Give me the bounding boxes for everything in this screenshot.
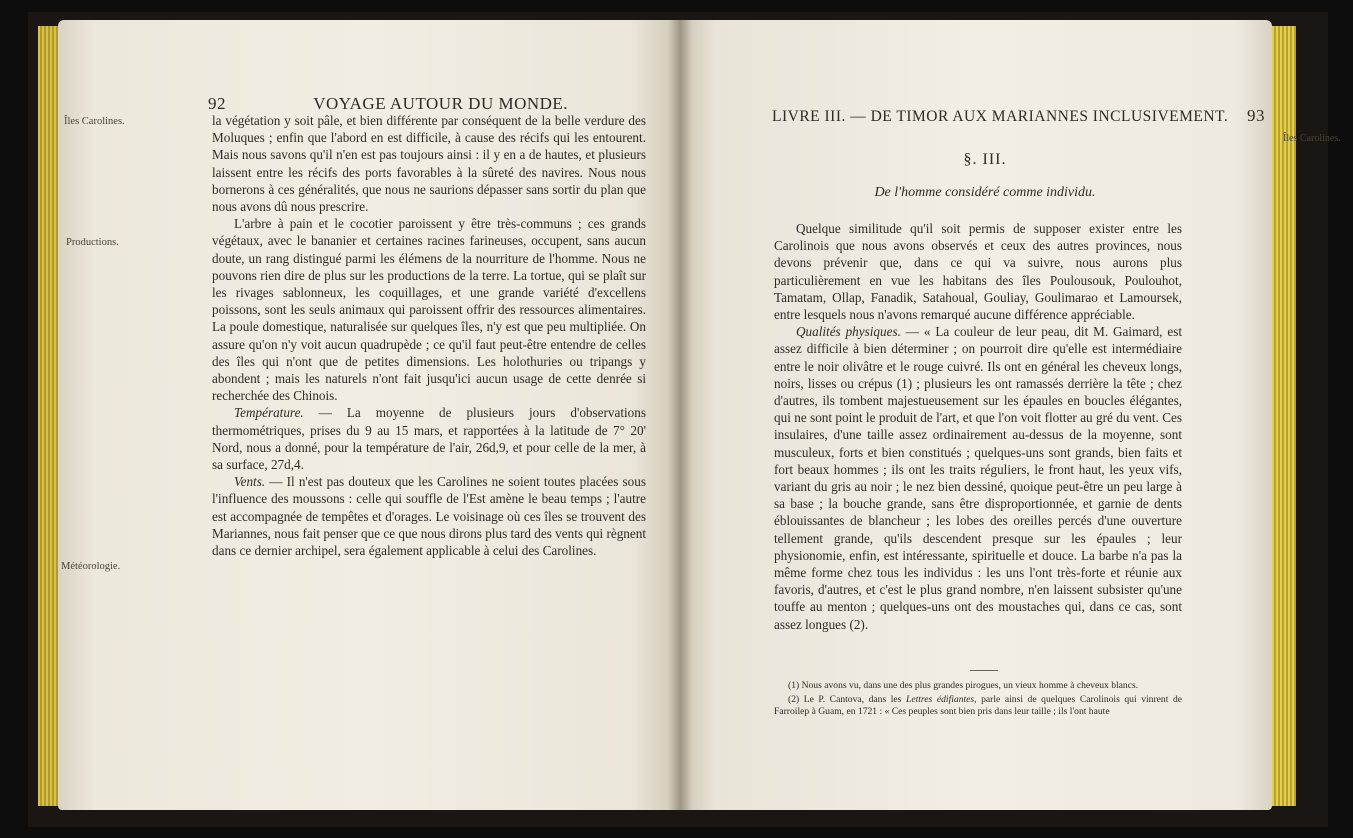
left-page-number: 92 xyxy=(208,94,226,113)
page-edge-left xyxy=(38,26,60,806)
paragraph-label: Qualités physiques. xyxy=(796,324,901,340)
right-running-head xyxy=(772,106,1265,126)
paragraph: L'arbre à pain et le cocotier paroissent y être très-communs ; ces grands végétaux, avec le bananier et certaines racines farineuses, occupent, sans aucun doute, un rang distingué parmi les élémens de la nourriture de l'homme. Nous ne pouvons rien dire de plus sur les productions de la terre. La tortue, qui se plaît sur les rivages sablonneux, les coquillages, et une grande variété d'excellens poissons, sont les seuls animaux qui paroissent offrir des ressources alimentaires. La poule domestique, naturalisée sur quelques îles, n'y est que peu multipliée. On assure qu'on n'y voit aucun quadrupède ; ce qu'il faut peut-être entendre de celles des îles qui n'ont que de petites dimensions. Les holothuries ou tripangs y abondent ; mais les naturels n'ont fait jusqu'ici aucun usage de cette denrée si recherchée des Chinois. xyxy=(212,216,646,404)
left-page xyxy=(58,20,680,810)
margin-note-meteorologie: Météorologie. xyxy=(61,561,121,572)
footnote-2: (2) Le P. Cantova, dans les Lettres édifiantes, parle ainsi de quelques Carolinois qui vinrent de Farroilep à Guam, en 1721 : « Ces peuples sont bien pris dans leur taille ; ils l'ont haute xyxy=(774,694,1182,717)
paragraph-temperature xyxy=(212,404,646,473)
margin-note-iles: Îles Carolines. xyxy=(64,116,125,127)
margin-note-iles-right: Îles Carolines. xyxy=(1283,133,1341,144)
paragraph: Quelque similitude qu'il soit permis de supposer exister entre les Carolinois que nous avons observés et ceux des autres provinces, nous devons prévenir que, dans ce qui va suivre, nous aurons plus particulièrement en vue les habitans des îles Poulousouk, Poulouhot, Tamatam, Ollap, Fanadik, Satahoual, Gouliay, Goulimarao et Lamoursek, entre lesquels nous n'avons remarqué aucune différence appréciable. xyxy=(774,221,1182,323)
right-header-title: LIVRE III. — DE TIMOR AUX MARIANNES INCLUSIVEMENT. xyxy=(772,108,1229,125)
left-body-text xyxy=(212,112,646,559)
footnote-1: (1) Nous avons vu, dans une des plus grandes pirogues, un vieux homme à cheveux blancs. xyxy=(788,680,1139,691)
section-number: §. III. xyxy=(963,151,1007,168)
book-gutter xyxy=(668,20,692,810)
paragraph-label: Température. xyxy=(234,405,304,421)
paragraph-label: Vents. xyxy=(234,474,266,490)
left-running-head xyxy=(208,94,568,114)
paragraph-text: — Il n'est pas douteux que les Carolines ne soient toutes placées sous l'influence des moussons : celle qui souffle de l'Est amène le beau temps ; l'autre est accompagnée de tempêtes et d'orages. Le voisinage où ces îles se trouvent des Mariannes, nous fait penser que ce que nous dirons plus tard des vents qui règnent dans ce dernier archipel, sera également applicable à celui des Carolines. xyxy=(212,474,646,559)
paragraph-qualites xyxy=(774,323,1182,633)
left-header-title: VOYAGE AUTOUR DU MONDE. xyxy=(313,94,569,113)
footnotes xyxy=(774,680,1182,720)
right-page-number: 93 xyxy=(1247,106,1265,125)
paragraph-vents xyxy=(212,473,646,559)
paragraph-text: — « La couleur de leur peau, dit M. Gaimard, est assez difficile à bien déterminer ; on pourroit dire qu'elle est intermédiaire entre le noir olivâtre et le rouge cuivré. Ils ont en général les cheveux longs, noirs, lisses ou crépus (1) ; plusieurs les ont ramassés derrière la tête ; chez d'autres, ils tombent majestueusement sur les épaules en boucles élégantes, qui ne sont point le produit de l'art, et que l'on voit flotter au gré du vent. Ces insulaires, d'une taille assez ordinairement au-dessus de la moyenne, sont musculeux, forts et bien constitués ; quelques-uns sont grands, bien faits et fort beaux hommes ; ils ont les traits réguliers, le front haut, les yeux vifs, variant du gris au noir ; le nez bien dessiné, quoique peut-être un peu large à sa base ; la bouche grande, sans être disproportionnée, et garnie de dents éblouissantes de blancheur ; les lobes des oreilles percés d'une ouverture tellement grande, qu'ils descendent presque sur les épaules ; leur physionomie, enfin, est intéressante, spirituelle et douce. La barbe n'a pas la même forme chez tous les individus : les uns l'ont très-forte et réunie aux favoris, d'autres, et c'est le plus grand nombre, n'en laissent subsister qu'une touffe au menton ; quelques-uns ont des moustaches qui, dans ce cas, sont assez longues (2). xyxy=(774,324,1183,632)
right-body-text xyxy=(774,220,1182,633)
paragraph-text: — La moyenne de plusieurs jours d'observations thermométriques, prises du 9 au 15 mars, et rapportées à la latitude de 7° 20' Nord, nous a donné, pour la température de l'air, 26d,9, et pour celle de la mer, à sa surface, 27d,4. xyxy=(212,405,646,473)
margin-note-productions: Productions. xyxy=(66,237,119,248)
footnote-rule xyxy=(970,670,998,671)
section-title: De l'homme considéré comme individu. xyxy=(874,185,1096,200)
paragraph: la végétation y soit pâle, et bien différente par conséquent de la belle verdure des Moluques ; enfin que l'abord en est difficile, à cause des récifs qui les entourent. Mais nous savons qu'il n'en est pas toujours ainsi : il y en a de hautes, et plusieurs laissent entre les récifs des ports favorables à la sûreté des navires. Nous nous bornerons à ces généralités, que nous ne saurions dépasser sans sortir du plan que nous avons dû nous prescrire. xyxy=(212,113,646,215)
right-page xyxy=(680,20,1272,810)
